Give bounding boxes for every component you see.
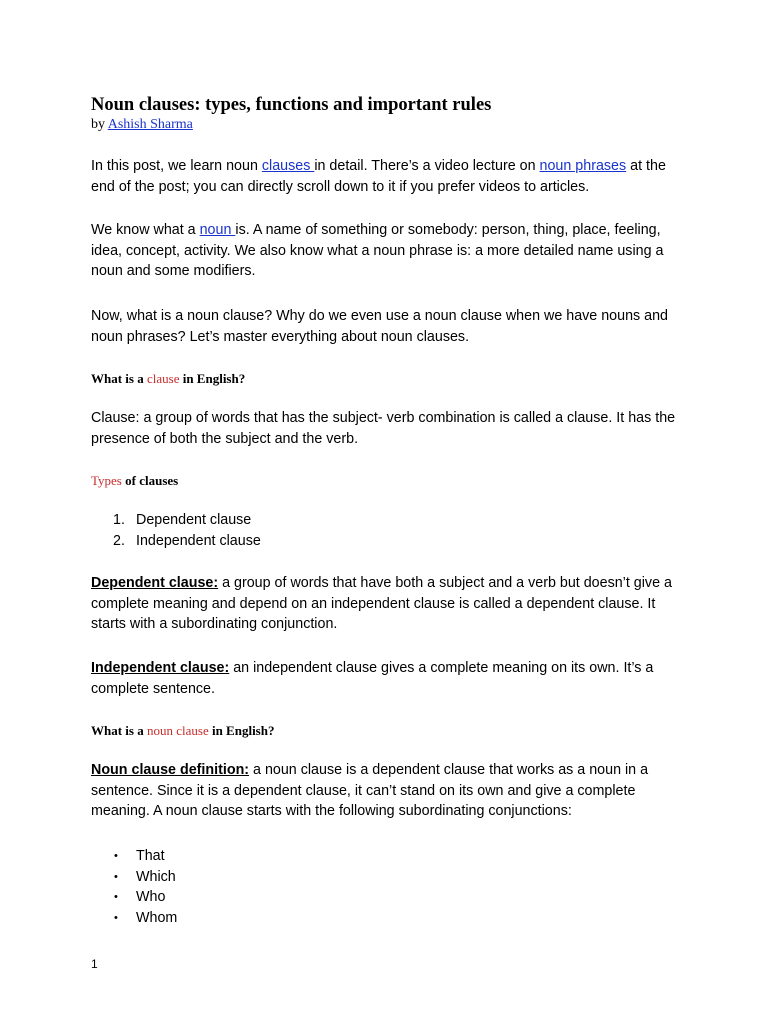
defined-term: Independent clause: (91, 660, 230, 676)
highlight-term: Types (91, 473, 126, 488)
text: at the end of the post; you can directly scroll down to it if you prefer videos to articles. (91, 158, 666, 195)
clause-definition-paragraph: Clause: a group of words that has the subject- verb combination is called a clause. It has the presence of both the subject and the verb. (91, 410, 676, 447)
author-link[interactable]: Ashish Sharma (107, 117, 193, 132)
list-item-text: Independent clause (136, 532, 261, 549)
list-item (91, 531, 687, 552)
defined-term: Dependent clause: (91, 575, 219, 591)
highlight-term: clause (146, 371, 183, 386)
noun-phrases-link[interactable]: noun phrases (539, 158, 627, 174)
text: in English? (182, 371, 246, 386)
noun-clause-definition-paragraph (91, 760, 687, 822)
byline (91, 117, 193, 133)
text: an independent clause gives a complete meaning on its own. It’s a complete sentence. (91, 660, 654, 697)
byline-prefix: by (91, 117, 108, 132)
bullet-icon: • (114, 850, 118, 862)
list-item (91, 510, 687, 531)
question-paragraph: Now, what is a noun clause? Why do we even use a noun clause when we have nouns and noun phrases? Let’s master everything about noun clauses. (91, 308, 669, 345)
text: In this post, we learn noun (91, 158, 262, 174)
text: is. A name of something or somebody: person, thing, place, feeling, idea, concept, activity. We also know what a noun phrase is: a more detailed name using a noun and some modifiers. (91, 222, 664, 279)
clauses-link[interactable]: clauses (261, 158, 315, 174)
list-item-text: That (136, 848, 165, 864)
conjunctions-list (91, 846, 687, 928)
list-item-text: Who (136, 889, 166, 905)
defined-term: Noun clause definition: (91, 762, 250, 778)
text: of clauses (125, 473, 179, 488)
page-number: 1 (91, 957, 98, 971)
list-item (91, 887, 687, 908)
list-item-text: Which (136, 868, 176, 885)
text: in detail. There’s a video lecture on (314, 158, 540, 174)
heading-what-is-noun-clause (91, 723, 687, 739)
bullet-icon: • (114, 911, 118, 924)
text: What is a (91, 723, 147, 738)
highlight-term: noun clause (146, 723, 212, 738)
list-number: 2. (113, 532, 125, 549)
dependent-clause-paragraph (91, 573, 687, 635)
text: What is a (91, 371, 147, 386)
list-item (91, 867, 687, 888)
page-title: Noun clauses: types, functions and important rules (91, 95, 492, 115)
list-item (91, 846, 687, 867)
text: We know what a (91, 222, 200, 238)
intro-paragraph (91, 156, 687, 197)
bullet-icon: • (114, 891, 118, 903)
noun-paragraph (91, 220, 687, 282)
bullet-icon: • (114, 870, 118, 883)
heading-types-of-clauses (91, 473, 687, 489)
list-item-text: Whom (136, 909, 178, 926)
clause-types-list (91, 510, 687, 551)
text: a group of words that have both a subject and a verb but doesn’t give a complete meaning and depend on an independent clause is called a dependent clause. It starts with a subordinating conjunction. (91, 575, 672, 632)
noun-link[interactable]: noun (199, 222, 236, 238)
heading-what-is-clause (91, 371, 687, 387)
list-item (91, 908, 687, 929)
text: a noun clause is a dependent clause that works as a noun in a sentence. Since it is a dependent clause, it can’t stand on its own and give a complete meaning. A noun clause starts with the following subordinating conjunctions: (91, 762, 649, 819)
text: in English? (211, 723, 275, 738)
list-number: 1. (113, 512, 125, 528)
independent-clause-paragraph (91, 658, 687, 699)
list-item-text: Dependent clause (136, 512, 252, 528)
